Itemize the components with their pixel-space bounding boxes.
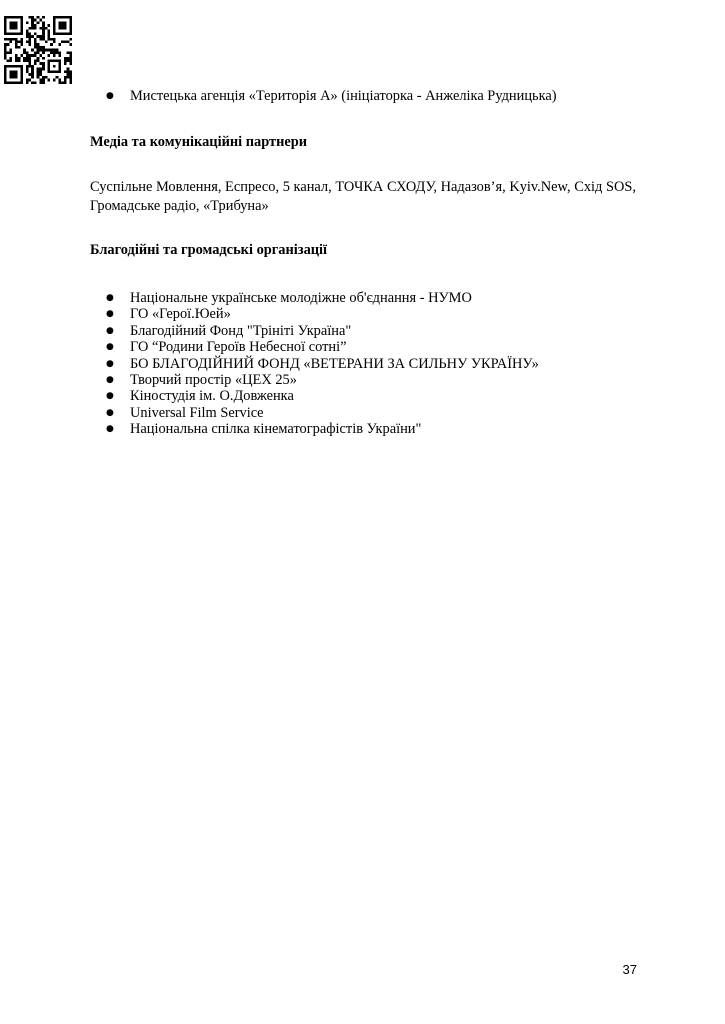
list-item bbox=[90, 339, 539, 355]
page-number: 37 bbox=[622, 962, 637, 977]
list-item bbox=[90, 388, 539, 404]
list-item bbox=[90, 405, 539, 421]
list-item-text: Мистецька агенція «Територія А» (ініціаторка - Анжеліка Рудницька) bbox=[130, 88, 557, 104]
bullet-icon: ● bbox=[106, 407, 114, 418]
list-item bbox=[90, 88, 557, 104]
list-item-text: Universal Film Service bbox=[130, 404, 264, 421]
bullet-icon: ● bbox=[106, 375, 114, 386]
bullet-icon: ● bbox=[106, 358, 114, 369]
list-item bbox=[90, 372, 539, 388]
list-item-text: Благодійний Фонд "Трініті Україна" bbox=[130, 322, 352, 339]
bullet-icon: ● bbox=[106, 391, 114, 402]
charity-orgs-list bbox=[90, 290, 539, 438]
list-item-text: ГО «Герої.Юей» bbox=[130, 306, 231, 323]
list-item bbox=[90, 290, 539, 306]
list-item bbox=[90, 356, 539, 372]
list-item bbox=[90, 421, 539, 437]
list-item-text: БО БЛАГОДІЙНИЙ ФОНД «ВЕТЕРАНИ ЗА СИЛЬНУ УКРАЇНУ» bbox=[130, 355, 539, 372]
bullet-icon: ● bbox=[106, 309, 114, 320]
list-item-text: Кіностудія ім. О.Довженка bbox=[130, 388, 294, 405]
bullet-icon: ● bbox=[106, 325, 114, 336]
charity-orgs-heading: Благодійні та громадські організації bbox=[90, 242, 328, 258]
media-partners-text: Суспільне Мовлення, Еспресо, 5 канал, ТОЧКА СХОДУ, Надазов’я, Kyiv.New, Схід SOS, Громадське радіо, «Трибуна» bbox=[90, 179, 636, 214]
list-item bbox=[90, 323, 539, 339]
bullet-icon: ● bbox=[106, 342, 114, 353]
bullet-icon: ● bbox=[106, 424, 114, 435]
bullet-icon: ● bbox=[106, 91, 114, 101]
qr-code-icon bbox=[4, 16, 72, 84]
bullet-icon: ● bbox=[106, 293, 114, 303]
top-bullet-list bbox=[90, 88, 557, 104]
list-item-text: ГО “Родини Героїв Небесної сотні” bbox=[130, 339, 347, 356]
media-partners-heading: Медіа та комунікаційні партнери bbox=[90, 134, 308, 150]
list-item bbox=[90, 306, 539, 322]
list-item-text: Творчий простір «ЦЕХ 25» bbox=[130, 372, 297, 389]
list-item-text: Національна спілка кінематографістів України" bbox=[130, 421, 422, 438]
list-item-text: Національне українське молодіжне об'єднання - НУМО bbox=[130, 290, 472, 306]
